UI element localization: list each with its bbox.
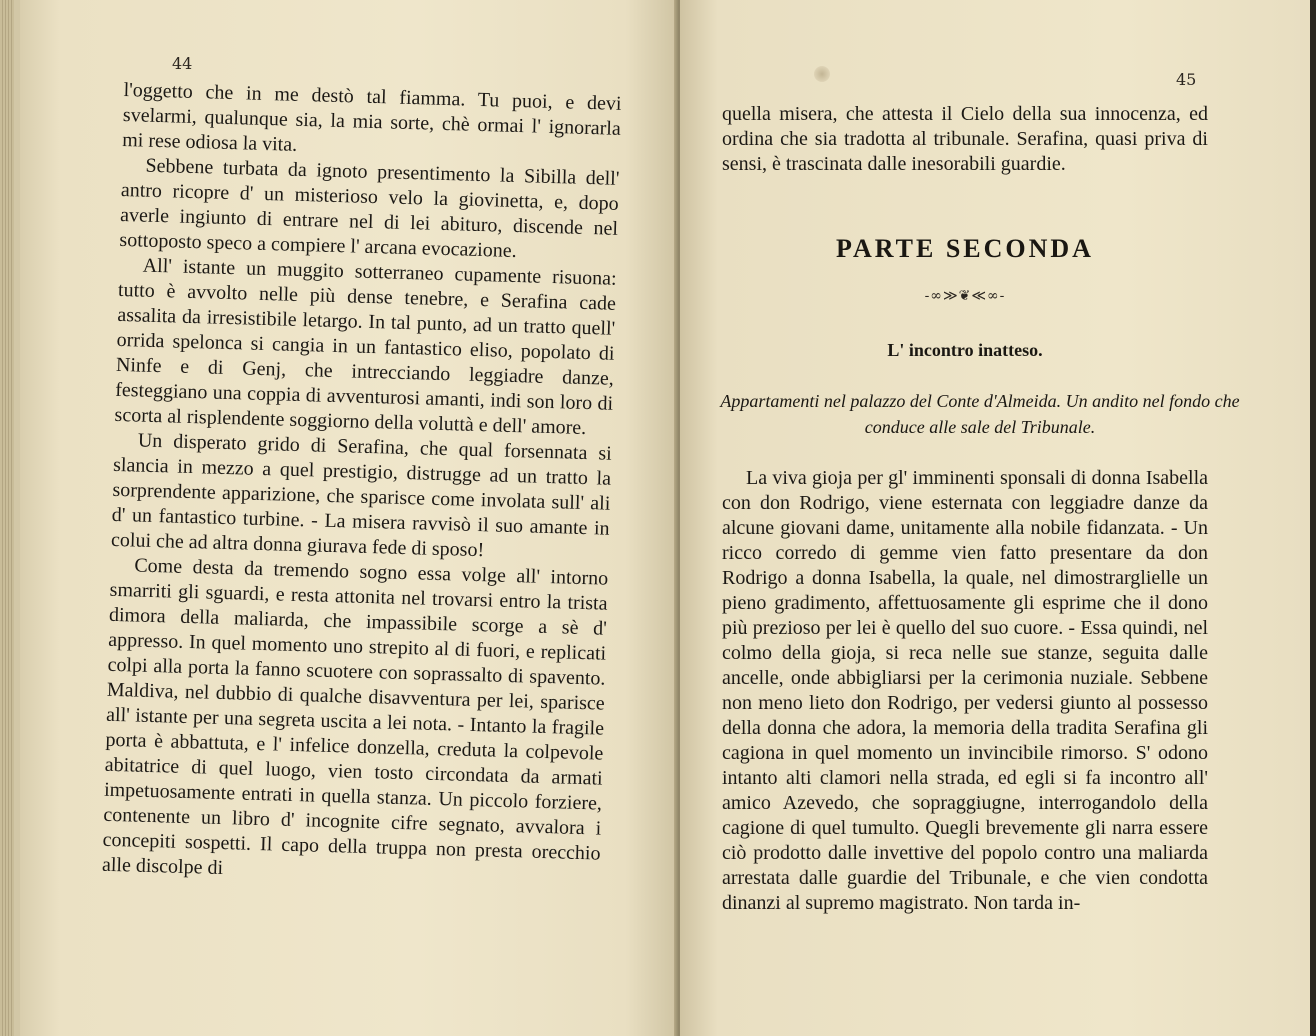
page-number-left: 44 xyxy=(172,54,193,73)
page-edges xyxy=(0,0,14,1036)
paragraph: Un disperato grido di Serafina, che qual forsennata si slancia in mezzo a quel prestigio, distrugge ad un tratto la sorprendente apparizione, che sparisce come involata sull' ali d' un fantastico turbine. - La misera ravvisò il suo amante in colui che ad altra donna giurava fede di sposo! xyxy=(110,429,613,562)
paragraph: quella misera, che attesta il Cielo della sua innocenza, ed ordina che sia tradotta al tribunale. Serafina, quasi priva di sensi, è trascinata dalle inesorabili guardie. xyxy=(722,103,1208,175)
ornament-divider: -∞≫❦≪∞- xyxy=(924,288,1006,304)
paragraph: All' istante un muggito sotterraneo cupamente risuona: tutto è avvolto nelle più dense tenebre, e Serafina cade assalita da irresistibile letargo. In tal punto, ad un tratto quell' orrida spelonca si cangia in un fantastico eliso, popolato di Ninfe e di Genj, che intrecciando leggiadre danze, festeggiano una coppia di avventurosi amanti, indi son loro di scorta al risplendente soggiorno della voluttà e dell' amore. xyxy=(114,254,617,440)
paragraph: La viva gioja per gl' imminenti sponsali di donna Isabella con don Rodrigo, viene esternata con leggiadre danze da alcune giovani dame, unitamente alla nobile fidanzata. - Un ricco corredo di gemme vien fatto presentare da don Rodrigo a donna Isabella, la quale, nel dimostrarglielle un pieno gradimento, affettuosamente gli esprime che il dono più prezioso per lei è quello del suo cuore. - Essa quindi, nel colmo della gioja, si reca nelle sue stanze, seguita dalle ancelle, onde abbigliarsi per la cerimonia nuziale. Sebbene non meno lieto don Rodrigo, per vedersi giunto al possesso della donna che adora, la memoria della tradita Serafina gli cagiona in quel momento un invincibile rimorso. S' odono intanto alti clamori nella strada, ed egli si fa incontro all' amico Azevedo, che sopraggiugne, interrogandolo della cagione di quel tumulto. Quegli brevemente gli narra essere ciò prodotto dalle invettive del popolo contro una maliarda arrestata dalle guardie del Tribunale, e che vien condotta dinanzi al supremo magistrato. Non tarda in- xyxy=(722,467,1208,914)
paragraph: Come desta da tremendo sogno essa volge all' intorno smarriti gli sguardi, e resta attonita nel trovarsi entro la trista dimora della maliarda, che impassibile scorge a sè d' appresso. In quel momento uno strepito al di fuori, e replicati colpi alla porta la fanno scuotere con soprassalto di spavento. Maldiva, nel dubbio di qualche disavventura per lei, sparisce all' istante per una segreta uscita a lei nota. - Intanto la fragile porta è abbattuta, e l' infelice donzella, creduta la colpevole abitatrice di quel luogo, vien tosto circondata da armati impetuosamente entrati in quella stanza. Un piccolo forziere, contenente un libro d' incognite cifre segnato, avvalora i concepiti sospetti. Il capo della truppa non presta orecchio alle discolpe di xyxy=(101,554,609,880)
left-text-block xyxy=(102,78,622,892)
left-page xyxy=(14,0,678,1036)
paragraph: Sebbene turbata da ignoto presentimento la Sibilla dell' antro ricopre d' un misterioso velo la giovinetta, e, dopo averle ingiunto di entrare nel di lei abituro, discende nel sottoposto speco a compiere l' arcana evocazione. xyxy=(119,154,620,263)
body-text-block xyxy=(722,466,1208,916)
part-heading: PARTE SECONDA xyxy=(836,234,1094,263)
chapter-title: L' incontro inatteso. xyxy=(887,340,1043,360)
right-page xyxy=(680,0,1310,1036)
intro-text-block xyxy=(722,102,1208,177)
paragraph: l'oggetto che in me destò tal fiamma. Tu puoi, e devi svelarmi, qualunque sia, la mia sorte, chè ormai l' ignorarla mi rese odiosa la vita. xyxy=(121,78,622,156)
page-number-right: 45 xyxy=(1176,70,1197,89)
paper-stain xyxy=(814,66,830,82)
stage-direction: Appartamenti nel palazzo del Conte d'Almeida. Un andito nel fondo che conduce alle sale del Tribunale. xyxy=(720,391,1240,437)
